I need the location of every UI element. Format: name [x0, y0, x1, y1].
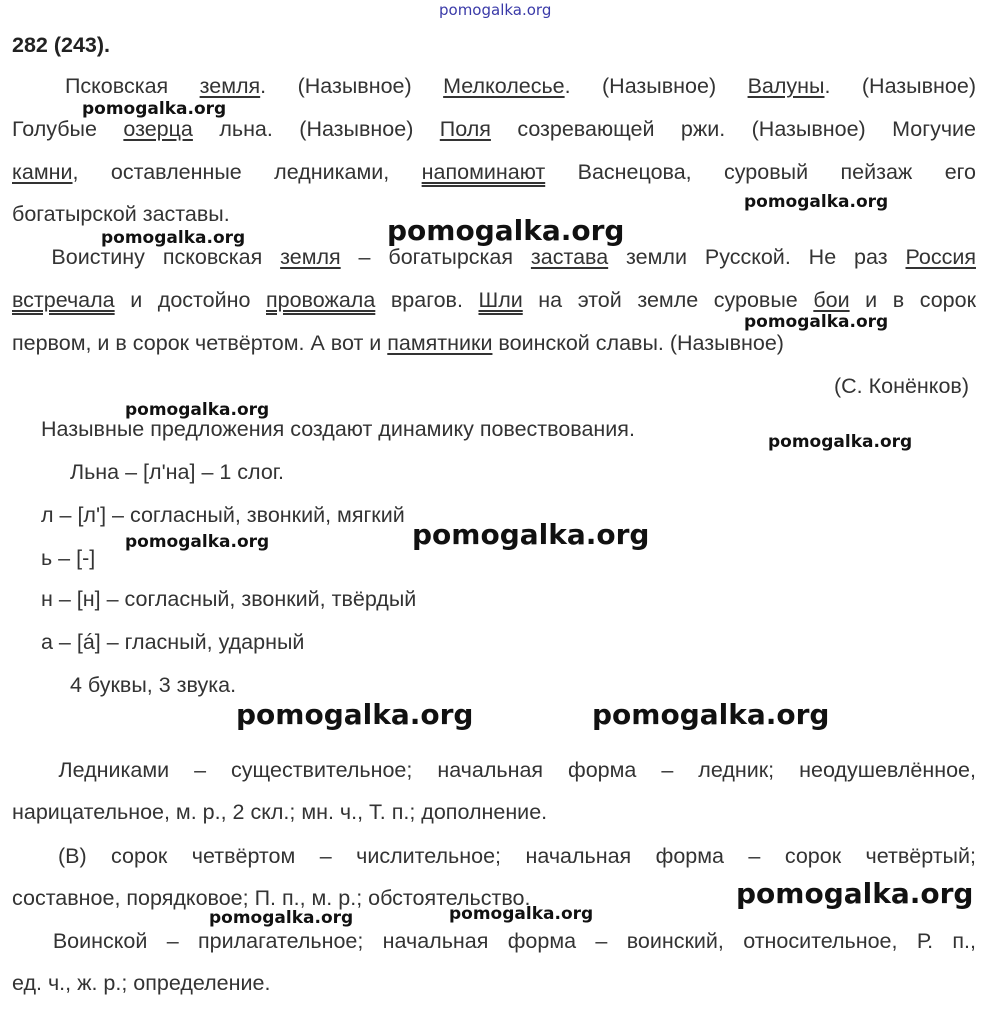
sound-row: н – [н] – согласный, звонкий, твёрдый: [41, 587, 417, 611]
watermark: pomogalka.org: [768, 432, 913, 452]
sound-row: л – [л'] – согласный, звонкий, мягкий: [41, 503, 405, 527]
watermark-top: pomogalka.org: [439, 1, 552, 19]
text-line: Псковская земля. (Назывное) Мелколесье. (Назывное) Валуны. (Назывное): [64, 74, 976, 98]
exercise-number: 282 (243).: [12, 33, 111, 57]
watermark: pomogalka.org: [449, 904, 594, 924]
watermark: pomogalka.org: [209, 908, 354, 928]
parsing-line: составное, порядковое; П. п., м. р.; обстоятельство.: [12, 886, 531, 910]
watermark: pomogalka.org: [125, 532, 270, 552]
text-line: Воистину псковская земля – богатырская застава земли Русской. Не раз Россия: [51, 245, 976, 269]
parsing-line: ед. ч., ж. р.; определение.: [12, 971, 271, 995]
text-line: богатырской заставы.: [12, 202, 230, 226]
text-line: камни, оставленные ледниками, напоминают Васнецова, суровый пейзаж его: [12, 160, 977, 184]
watermark: pomogalka.org: [125, 400, 270, 420]
author-credit: (С. Конёнков): [833, 374, 969, 398]
watermark: pomogalka.org: [736, 877, 974, 910]
sound-row: ь – [-]: [41, 546, 96, 570]
watermark: pomogalka.org: [387, 214, 625, 247]
text-line: Голубые озерца льна. (Назывное) Поля созревающей ржи. (Назывное) Могучие: [12, 117, 976, 141]
parsing-line: (В) сорок четвёртом – числительное; начальная форма – сорок четвёртый;: [57, 844, 976, 868]
watermark: pomogalka.org: [592, 698, 830, 731]
sound-row: а – [á] – гласный, ударный: [41, 630, 305, 654]
parsing-line: Воинской – прилагательное; начальная форма – воинский, относительное, Р. п.,: [52, 929, 976, 953]
phonetic-summary: 4 буквы, 3 звука.: [70, 673, 237, 697]
parsing-line: нарицательное, м. р., 2 скл.; мн. ч., Т. п.; дополнение.: [12, 800, 548, 824]
watermark: pomogalka.org: [744, 192, 889, 212]
watermark: pomogalka.org: [82, 99, 227, 119]
watermark: pomogalka.org: [101, 228, 246, 248]
phonetic-word: Льна – [л'на] – 1 слог.: [70, 460, 284, 484]
text-line: первом, и в сорок четвёртом. А вот и памятники воинской славы. (Назывное): [12, 331, 784, 355]
watermark: pomogalka.org: [744, 312, 889, 332]
watermark: pomogalka.org: [412, 518, 650, 551]
parsing-line: Ледниками – существительное; начальная форма – ледник; неодушевлённое,: [58, 758, 976, 782]
text-line: встречала и достойно провожала врагов. Шли на этой земле суровые бои и в сорок: [12, 288, 976, 312]
analysis-note: Назывные предложения создают динамику повествования.: [41, 417, 635, 441]
watermark: pomogalka.org: [236, 698, 474, 731]
